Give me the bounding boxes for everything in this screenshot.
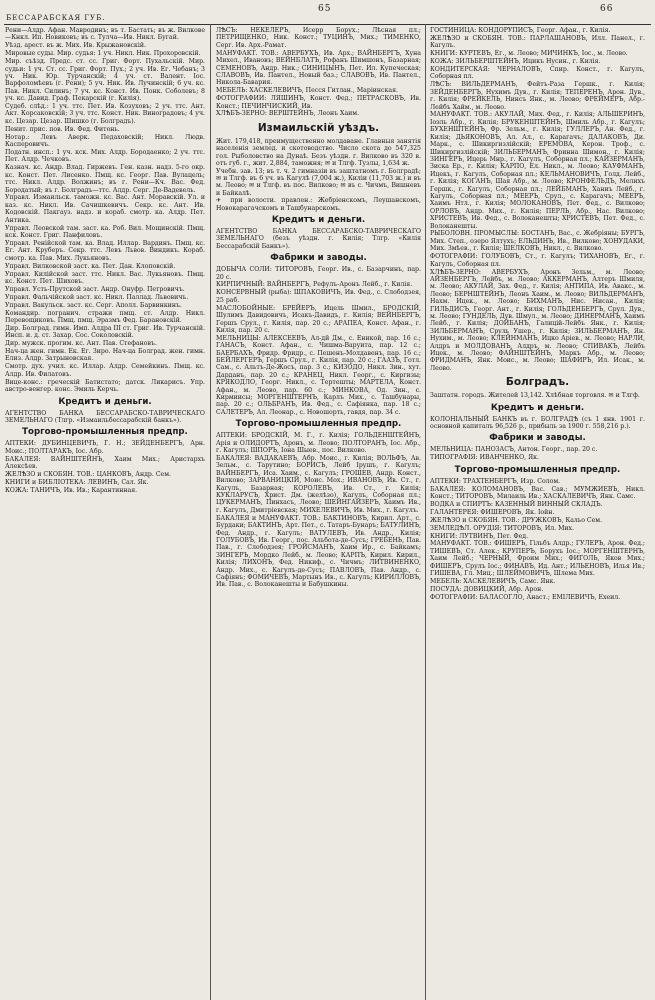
listing-entry: КОЖА: ЗИЛЬБЕРШТЕЙНЪ, Ицикъ Нусин., г. Килія. bbox=[430, 58, 601, 66]
listing-entry: Уѣзд. арест. въ ж. Мих. Ив. Крыжановскій. bbox=[5, 42, 146, 50]
col3-credit-text: КОЛОНІАЛЬНЫЙ БАНКЪ въ г. БОЛГРАДѢ (съ 1 янв. 1901 г. основной капиталъ 96,526 р., прибыль за 1900 г. 558,216 р.). bbox=[430, 415, 645, 430]
listing-entry: КНИГИ: ЛУТВИНЪ, Пет. Фед. bbox=[430, 532, 529, 540]
listing-entry: Смотр. дух. учил. кс. Иллар. Алдр. Семейкинъ. Пмщ. кс. Алдр. Ив. Филатовъ. bbox=[5, 363, 205, 378]
col1-credit-text: АГЕНТСТВО БАНКА БЕССАРАБСКО-ТАВРИЧЕСКАГО ЗЕМЕЛЬНАГО (Тлгр. «Измаильбессарабскій банкъ»). bbox=[5, 409, 205, 424]
col3-factories-heading: Фабрики и заводы. bbox=[489, 433, 586, 444]
listing-entry: РЫБОЛОВН. ПРОМЫСЛЫ: БОСТАНЪ, Вас., с. Жебріяны; БУРГЪ, Мих. Степ., озеро Ялтухъ; ЕЛЬДИНЪ, Ив., Вилково; ХОНУДАКИ, Мих. Змѣев., г. Килія; ШЕЛКОВЪ, Никл., с. Вилково. bbox=[430, 230, 645, 253]
listing-entry: ЖЕЛѢЗО и СКОБЯН. ТОВ.: ЦАНКОВЪ, Андр. Сем. bbox=[5, 470, 171, 478]
column-divider-2 bbox=[425, 24, 426, 1000]
col1-entries bbox=[5, 27, 205, 394]
col2-factories-heading: Фабрики и заводы. bbox=[270, 253, 367, 264]
column-2 bbox=[216, 27, 421, 996]
col3-factories bbox=[430, 446, 645, 461]
col3-trade bbox=[430, 478, 645, 602]
listing-entry: КОНСЕРВНЫЙ (рыба): ШПАКОВИЧЪ, Ив. Фед., с. Слободзея, 25 раб. bbox=[216, 289, 421, 304]
listing-entry: МЕЛЬНИЦА: ПАНОЗАСЪ, Антон. Георг., пар. 20 с. bbox=[430, 446, 598, 454]
listing-entry: ДОБЫЧА СОЛИ: ТИТОРОВЪ, Георг. Ив., с. Базарчинъ, пар. 20 с. bbox=[216, 266, 421, 281]
listing-entry: Управл. Вакульск. заст. кс. Серг. Аполл. Барвинкинъ. bbox=[5, 301, 182, 309]
listing-entry: Вице-конс.: греческій Батистато; датск. Ликарисъ. Упр. австро-венгер. конс. Эмиль Керчь. bbox=[5, 378, 205, 394]
listing-entry: МЕБЕЛЬ: ХАСКЕЛЕВИЧЪ, Песся Гитлан., Маріинская. bbox=[216, 87, 398, 95]
listing-entry: ПОСУДА: ДОВИЦКИЙ, Абр. Арон. bbox=[430, 585, 544, 593]
col2-schools: Учебн. зав. 13; въ т. ч. 2 гимназіи въ заштатномъ г. Болградѣ; ✉ и Тлгф. въ 6 уч. въ Кагулѣ (7,004 ж.), Киліи (11,703 ж.) и въ м. Леово; ✉ и Тлгф. въ пос. Вилково; ✉ въ с. Чичмъ, Вишневъ и Байкалѣ. bbox=[216, 167, 421, 197]
listing-entry: Управл. Измаильск. таможн. кс. Вас. Ант. Моравскій. Ул. и каз. кс. Никл. Ив. Сачишкевичъ. Секр. кс. Ант. Ив. Кодовскій. Пакгауз. надз. и кораб. смотр. ка. Алдр. Пет. Антика. bbox=[5, 194, 205, 224]
page-number-right: 66 bbox=[600, 4, 614, 14]
listing-entry: КНИГИ и БИБЛІОТЕКА: ЛЕВИНЪ, Сал. Як. bbox=[5, 478, 149, 486]
running-head: БЕССАРАБСКАЯ ГУБ. bbox=[6, 14, 106, 22]
column-divider-1 bbox=[210, 24, 211, 1000]
column-3 bbox=[430, 27, 645, 996]
col2-credit-text: АГЕНТСТВО БАНКА БЕССАРАБСКО-ТАВРИЧЕСКАГО ЗЕМЕЛЬНАГО (безъ уѣздн. г. Килія; Тлгр. «Килія Бессарабскій Банкъ»). bbox=[216, 227, 421, 250]
listing-entry: БАКАЛЕЯ: ВАЙНШТЕЙНЪ, Хаим Мих.; Аристархъ Алексѣев. bbox=[5, 455, 205, 471]
listing-entry: Командир. погранич. стражи пмщ. ст. Алдр. Никл. Перевощиковъ. Пмщ. пмщ. Эразмъ Фед. Барановскій. bbox=[5, 309, 205, 324]
listing-entry: ЖЕЛѢЗО и СКОБЯН. ТОВ.: ДРУЖКОВЪ, Кальо Сем. bbox=[430, 516, 603, 524]
listing-entry: ЖЕЛѢЗО и СКОБЯН. ТОВ.: ПАРЛАШАНОВЪ, Илл. Панел., г. Кагулъ. bbox=[430, 34, 645, 50]
col2-uezd-heading: Измаильскій уѣздъ. bbox=[257, 121, 380, 134]
listing-entry: Управл. Вилковской заст. ка. Пет. Дан. Клоповскій. bbox=[5, 262, 176, 270]
header-rule bbox=[4, 24, 651, 25]
listing-entry: Управл. Килійской заст. ттс. Никл. Вас. Лукьяновъ. Пмщ. кс. Конст. Пет. Шиховъ. bbox=[5, 270, 205, 285]
listing-entry: Мировые суды. Мир. судья: 1 уч. Никл. Ник. Прохоровскій. bbox=[5, 50, 201, 58]
listing-entry: МАНУФАКТ. ТОВ.: АВЕРБУХЪ, Ив. Арх.; ВАЙНБЕРГЪ, Хуна Михел., Ивановъ; ВЕЙНБЛАТЪ, Рофанъ Шимшонъ, Базарная; СЕМЕНОВЪ, Андр. Ник.; СИНИЦЫНЪ, Пет. Ил. Купеческая; СЛАВОВЪ, Ив. Пантел., Новый баз.; СЛАВОВЪ, Ив. Пантел., Никола-Бавария. bbox=[216, 49, 421, 87]
listing-entry: ХЛѢБЪ-ЗЕРНО: АВЕРБУХЪ, Аронъ Зельм., м. Леово; АЙЗЕНБЕРГЪ, Лейбъ, м. Леово; АККЕРМАНЪ, Алтеръ Шмиля, м. Леово; АКУЛАЙ, Зах. Фед., г. Килія; АНТИПА, Ив. Авакс., м. Леово; БЕРНШТЕЙНЪ, Леонъ Хаим., м. Леово; ВИЛЬДЕРМАНЪ, Нахм. Ицек., м. Леово; БИХМАНЪ, Нис. Нисан., Килія; ГИЛЬДИСЪ, Георг. Ант., г. Килія; ГОЛЬДЕНБЕРГЪ, Срул. Дув., м. Леово; ГУНДЕЛЬ, Дув. Шмул., м. Леово; ДИНЕРМАНЪ, Хаимъ Лейб., г. Килія; ДОЙБАНЪ, Галицій-Лейбъ Янк., г. Килія; ЗИЛЬБЕРМАНЪ, Сруль Ушер., г. Килія; ЗИЛЬБЕРМАНЪ, Ян. Нухим., м. Леово; КЛЕЙНМАНЪ, Ицко Аріев., м. Леово; НАРЛИ, Алдръ и МОЛДОВАНЪ, Алдръ, м. Леово; СПИВАКЪ, Лейбъ Ицек., м. Леово; ФАЙНШТЕЙНЪ, Маркъ Абр., м. Леово; ФРИДМАНЪ, Янк. Моис., м. Леово; ШАФИРЪ, Ил. Исак., м. Леово. bbox=[430, 268, 645, 372]
listing-entry: КОНДИТЕРСКАЯ: ЧЕРНАЛОВЪ, Спир. Конст., г. Кагулъ, Соборная пл. bbox=[430, 66, 645, 81]
listing-entry: АПТЕКИ: ТРАХТЕНБЕРГЪ, Изр. Солом. bbox=[430, 477, 561, 485]
listing-entry: МАНУФАКТ. ТОВ.: ФИШЕРЪ, Гільбъ Алдр.; ГУЛЕРЪ, Арон. Фед.; ТИШЕВЪ, Ст. Алек.; КРУПЕРЪ, Борухъ Іос.; МОРГЕНШТЕРНЪ, Хаим Лейб.; ЧЕРНЫЙ, Фроим Мих.; ФИГОЛЬ, Яков Мих.; ФИШЕРЪ, Срулъ Іос.; ФИНАВЪ, Ид. Ант.; ИЛЬЕНОВЪ, Илья Ив.; ГИШЕВА, Гл. Миц.; ШЛЕЙМОВИЧЪ, Шлема Мих. bbox=[430, 540, 645, 578]
listing-entry: Дир. мужск. прогим. кс. Ант. Пав. Стефановъ. bbox=[5, 340, 157, 348]
listing-entry: Казнач. кс. Андр. Влад. Гиржевъ. Ген. казн. надз. 5-го окр. кс. Конст. Пет. Лисенко. Пмщ. кс. Георг. Пав. Вулацель; ттс. Никл. Алдр. Волжинъ; въ г. Рени—Кч. Вас. Фед. Бородатый; въ г. Болградъ—ттс. Алдр. Серг. Де-Вадевель. bbox=[5, 164, 205, 194]
listing-entry: БАКАЛЕЯ: КОЛОМАНОВЪ, Вас. Сав.; МУМЖИЕВЪ, Никл. Конст.; ТИТОРОВЪ, Милаиль Ив.; ХАСКАЛЕВИЧЪ, Янк. Самс. bbox=[430, 485, 645, 501]
col2-trade-heading: Торгово-промышленныя предпр. bbox=[235, 419, 402, 430]
col1-trade-entries bbox=[5, 440, 205, 494]
col3-top-entries bbox=[430, 27, 645, 372]
page-number-left: 65 bbox=[318, 4, 332, 14]
listing-entry: Управл. Фальчійской заст. кс. Никл. Паллад. Львовичъ. bbox=[5, 293, 189, 301]
listing-entry: Судеб. слѣд.: 1 уч. ттс. Пет. Ив. Козуховъ; 2 уч. ттс. Ант. Акт. Корсаковскій; 3 уч. ттс. Конст. Ник. Виноградовъ; 4 уч. кс. Цезар. Цезар. Шишко (г. Болградъ). bbox=[5, 103, 205, 125]
listing-entry: Управл. Усть-Прутской заст. Андр. Онуфр. Петровичъ. bbox=[5, 285, 185, 293]
col2-top-entries bbox=[216, 27, 421, 118]
listing-entry: МЕЛЬНИЦЫ: АЛЕКСЕЕВЪ, Ал-дй Дм., с. Еникой, пар. 16 с.; ГАНАСЪ, Конст. Афан., с. Чишма-Варуита, пар. 12 с.; БАЕРБАХЪ, Фридр. Фридр., с. Пешенъ-Молдавенъ, пар. 16 с.; БЕЙЛЕРГЕРЪ, Гершъ Срул., г. Килія, пар. 20 с.; ГААЗЪ, Готл. Сам., с. Альтъ-Де-Жосъ, пар. 3 с.; КИЗОДО, Никл. Зин., хут. Дарданъ, пар. 20 с.; КРАНЕЦ, Никл. Георг., с. Киргизы; КРЯКОДЛО, Георг. Никл., с. Тертешты; МАРТЕЛА, Конст. Афан., м. Леово, пар. 60 с.; МИНКОВА, Од. Зин., с. Кирмиисы; МОРГЕНШТЕРНЪ, Карлъ Мих., с. Ташбунары, пар. 20 с.; ОЛЬБРАНЪ, Ив. Фед., с. Сафіянка, пар. 18 с.; САЛЕТЕРЪ, Ал. Леонар., с. Новошорть, гавдя, пар. 34 с. bbox=[216, 334, 421, 416]
listing-entry: МАСЛОБОЙНЫЕ: БРЕЙЕРЪ, Ицель Шмил., БРОДСКІЙ, Шулимъ Давидовичъ, Исакъ-Давидъ, г. Килія; ВЕЙНБЕРГЪ, Гершъ Срул., г. Килія, пар. 20 с.; АРАПЕА, Конст. Афан., г. Килія, пар. 20 с. bbox=[216, 304, 421, 334]
listing-entry: Пенит. прис. пов. Ив. Фед. Фитонь. bbox=[5, 125, 120, 133]
listing-entry: КИРПИЧНЫЙ: ВАЙНБЕРГЪ, Рефулъ-Аронъ Лейб., г. Килія. bbox=[216, 281, 413, 289]
col2-trade bbox=[216, 432, 421, 589]
listing-entry: Податн. инсп.: 1 уч. кск. Мих. Алдр. Бородаенко; 2 уч. ттс. Пет. Алдр. Чечковъ. bbox=[5, 149, 205, 164]
listing-entry: ГОСТИНИЦА: КОНДОРУПИСЪ, Георг. Афан., г. Килія. bbox=[430, 27, 611, 34]
listing-entry: Нач-ца жен. гимн. Ек. Ег. Зиро. Нач-ца Болград. жен. гимн. Елиз. Алдр. Затрыновская. bbox=[5, 348, 205, 363]
listing-entry: АПТЕКИ: ДУБИНЦЕВИЧЪ, Г. Н.; ЗЕЙДЕНБЕРГЪ, Арн. Моис.; ПОЛТАРАКЪ, Іос. Абр. bbox=[5, 440, 205, 455]
listing-entry: ЛѢСЪ: НЕКЕЛЕРЪ, Исерр Борух.; Лѣсная пл.; ПЕТРИЩЕНКО, Ник. Конст.; ТУЦИНЪ, Мих.; ТИМЕНКО, Серг. Ив. Арх.-Рамат. bbox=[216, 27, 421, 49]
col1-trade-heading: Торгово-промышленныя предпр. bbox=[22, 427, 188, 438]
listing-entry: Управл. Леовской там. заст. ка. Роб. Вил. Мощинскій. Пмщ. кск. Конст. Григ. Панфиловъ. bbox=[5, 224, 205, 239]
listing-entry: Нотар.: Левъ Аверк. Педаховскій; Никл. Людв. Касперовичъ. bbox=[5, 133, 205, 149]
listing-entry: ГАЛАНТЕРЕЯ: ФИШЕРОВЪ, Як. Іойн. bbox=[430, 508, 555, 516]
listing-entry: Мир. съѣзд. Предс. ст. сс. Григ. Форт. Пухальскій. Мир. судьи: 1 уч. Ст. сс. Григ. Форт. Пух.; 2 уч. Ив. Ег. Чебанъ; 3 уч. Ник. Юр. Турчанскій; 4 уч. ст. Валент. Іос. Варфоломѣевъ (г. Рени); 5 уч. Ник. Ив. Лучинскій; 6 уч. кс. Пав. Никл. Силинъ; 7 уч. кс. Конст. Ив. Понк. Соболевъ; 8 уч. кс. Давид. Граф. Пекарскій (г. Килія). bbox=[5, 58, 205, 103]
listing-entry: ФОТОГРАФІИ: ГОЛУБОВЪ, Ст., г. Кагулъ; ТИХАНОВЪ, Ег., г. Кагулъ, Соборная пл. bbox=[430, 253, 645, 268]
col3-trade-heading: Торгово-промышленныя предпр. bbox=[454, 464, 621, 475]
listing-entry: АПТЕКИ: БРОДСКІЙ, М. Г., г. Килія; ГОЛЬДЕНШТЕЙНЪ, Арія и ОЛИДОРТЪ, Аронъ, м. Леово; ПОЛТОРАНЪ, Іос. Абр., г. Кагулъ; ШПОРЪ, Іона Шыев., пос. Вилково. bbox=[216, 432, 421, 455]
listing-entry: КНИГИ: КУРТЕВЪ, Ег., м. Леово; МИЧИНКЪ, Іос., м. Леово. bbox=[430, 50, 628, 58]
col3-bolgrad-heading: Болградъ. bbox=[505, 376, 570, 389]
col2-credit-heading: Кредитъ и деньги. bbox=[271, 214, 366, 225]
col2-intro: Жит. 179,418, преимущественно молдаване. Главныя занятія населенія землед. и скотоводство. Число скота до 547,325 гол. Рыболовство на Дунаѣ. Безъ уѣздн. г. Вилково въ 320 в. отъ губ. г., жит. 2,884, таможня; ✉ и Тлгф. Тузлы, 1,634 ж. bbox=[216, 137, 421, 168]
listing-entry: МЕБЕЛЬ: ХАСКЕЛЕВИЧЪ, Самс. Янк. bbox=[430, 578, 556, 585]
listing-entry: КОЖА: ТАНИЧЪ, Ив. Ив.; Карантинная. bbox=[5, 486, 138, 494]
listing-entry: ФОТОГРАФІИ: БАЛАСОГЛО, Анаст.; ЕМІЛЕВИЧЪ, Ехеил. bbox=[430, 593, 621, 601]
col3-credit-heading: Кредитъ и деньги. bbox=[490, 402, 585, 413]
listing-entry: Дир. Болград. гимн. Имп. Алдра III ст. Григ. Ив. Турчанскій. Инсп. и. д. ст. Захар. Сос. Соколовскій. bbox=[5, 324, 205, 340]
listing-entry: ЛѢСЪ: ВИЛЬДЕРМАНЪ, Фейтъ-Раза Гершк., г. Килія; ЗЕЙДЕНБЕРГЪ, Нухимъ Дув., г. Килія; ТЕПЕРЕНЪ, Арон. Дув., г. Килія; ФРЕЙКЕЛЬ, Нинсъ Янк., м. Леово; ФРЕЙМЕРЪ, Абр.-Лейбъ Хайм., м. Леово. bbox=[430, 81, 645, 111]
col1-credit-heading: Кредитъ и деньги. bbox=[58, 396, 152, 407]
listing-entry: ТИПОГРАФІЯ: ИВАНЧЕНКО, Як. bbox=[430, 454, 539, 462]
listing-entry: ХЛѢБЪ-ЗЕРНО: ВЕРШТЕЙНЪ, Леонъ Хаим. bbox=[216, 110, 360, 118]
col3-bolgrad-intro: Заштатн. городъ. Жителей 13,142. Хлѣбная торговля. ✉ и Тлгф. bbox=[430, 392, 640, 400]
column-1 bbox=[5, 27, 205, 996]
listing-entry: МАНУФАКТ. ТОВ.: АКУЛАЙ, Мих. Фед., г. Килія; АЛЬШЕРИНЪ, Іоэль Абр., г. Килія; БРУКЕНШТЕЙНЪ, Шмиль Абр., г. Кагулъ; БУХЕНШТЕЙНЪ, Фр. Зельм., г. Килія; ГУЛЛЕРЪ, Ан. Фед., г. Килія; ДЬЯКОНОВЪ, Ал. Ал., с. Карагачъ; ДАЛАКОВЪ, Ди. Марк., с. Шикиргизлійскій; ЕРЕМОВА, Керон. Троф., с. Шикиргизлійскій; ЗИЛЬБЕРМАНЪ, Фринна Шимон., г. Килія; ЗИНГЕРЪ, Ицерь Мнр., г. Кагулъ, Соборная пл.; КАЙЗЕРМАНЪ, Зиска Ер., г. Килія; КАРПО, Ел. Никл., м. Леово; КАУФМАНЪ, Ицекъ, г. Кагулъ, Соборная пл.; КЕЛЬМАНОВИЧЪ, Голд. Лейб., г. Килія; КОГАНЪ, Шая Абр., м. Леово; КРОНФЕЛЬДЪ, Мелихъ Гершк., г. Кагулъ, Соборная пл.; ЛЕЙБМАНЪ, Ханиъ Лейб., г. Кагулъ, Соборная пл.; МЕЕРЪ, Срул., с. Карагачъ; МЕЕРЪ, Хаимъ Нтл., г. Килія; МОЛОКАНОВЪ, Пет. Фед., с. Вилково; ОРЛОВЪ, Андр. Мих., г. Килія; ПЕРЛЬ, Абр., Нас. Вилково; ХРИСТЕВЪ, Ив. Фед., с. Волоканешты; ХРИСТЕВЪ, Пет. Фед., с. Волоканешты. bbox=[430, 111, 645, 230]
col2-volost: ✈ при волости. правлен.: Жебріенскомъ, Леушанскомъ, Новокарагачскомъ и Ташбунарскомъ. bbox=[216, 197, 421, 212]
listing-entry: БАКАЛЕЯ: ВАДАКАЕВЪ, Абр. Моис., г. Килія; ВОЛЬФЪ, Ав. Зельм., с. Тарутино; БОРИСЪ, Лейб Ірушъ, г. Кагулъ; ВАЙНБЕРГЪ, Иса. Хаим., с. Кагулъ; ГРОШЕВ, Андр. Конст., Вилково; ЗАРВАНИЦКІЙ, Моис. Мох.; ИВАНОВЪ, Ив. Ст., г. Кагулъ, Базарная; КОРОЛЕВЪ, Ив. Ст., г. Килія; КУКЛАРУСЪ, Христ. Дм. (желѣзо), Кагулъ, Соборная пл.; ЦУКЕРМАНЪ, Пинхасъ, Леово; ШЕЙНГАЙЗЕРЪ, Хаимъ Ив., г. Кагулъ, Дмитріевская; МИХЕЛЕВИЧЪ, Ив. Мих., г. Кагулъ. bbox=[216, 455, 421, 514]
listing-entry: ФОТОГРАФИИ: ЛЯШИНЪ, Конст. Фед.; ПЕТРАСКОВЪ, Ив. Конст.; ПЕЧИНЧИСКИЙ, Ив. bbox=[216, 95, 421, 110]
listing-entry: Управл. Ренійской там. ка. Влад. Иллар. Вардинъ. Пмщ. кс. Ег. Ант. Круберъ. Секр. ттс. Левъ Львов. Виндикъ. Кораб. смотр. ка. Пав. Мих. Лукьяновъ. bbox=[5, 239, 205, 262]
listing-entry: ЗЕМЛЕДѢЛ. ОРУДІЯ: ТИТОРОВЪ, Ил. Мих. bbox=[430, 524, 574, 532]
listing-entry: ВОДКА и СПИРТЪ: КАЗЕННЫЙ ВИННЫЙ СКЛАДЪ. bbox=[430, 500, 603, 508]
col2-factories bbox=[216, 266, 421, 416]
listing-entry: БАКАЛЕЯ и МАНУФАКТ. ТОВ.: БАКТИНОВЪ, Кирил. Арт., с. Бурдаки; БАКТИНЪ, Арт. Пет., с. Татаръ-Бунаръ; БАТУЛИНЪ, Фед. Андр., г. Кагулъ; ВАТУЛЕВЪ, Ив. Андр., Килія; ГОЛУБОВЪ, Ив. Георг., пос. Альбота-де-Сусъ; ГРЕБЕНЬ, Пав. Пав., г. Слободзея; ГРОЙСМАНЪ, Хаим Ир., с. Байкамъ; ЗИНГЕРЪ, Мордко Лейб., м. Леово; КАРПЪ, Кирил. Кирил., Килія; ЛИХОНЪ, Фед. Никиф., с. Чичмъ; ЛИТВИНЕНКО, Андр. Мих., с. Кагулъ-де-Сусъ; ПАВЛОВЪ, Пав. Андр., с. Сафіянъ; ФОМИЧЕВЪ, Мартынъ Ив., с. Кагулъ; КИРИЛЛОВЪ, Ив. Пав., с. Волоканешты и Бабушкины. bbox=[216, 514, 421, 589]
listing-entry: Рени—Алдр. Афан. Мавродинъ; въ т. Бастать; въ ж. Вилкове—Кнкл. Ип. Новиковъ; въ с. Тулча—Ив. Никл. Бугай. bbox=[5, 27, 205, 42]
